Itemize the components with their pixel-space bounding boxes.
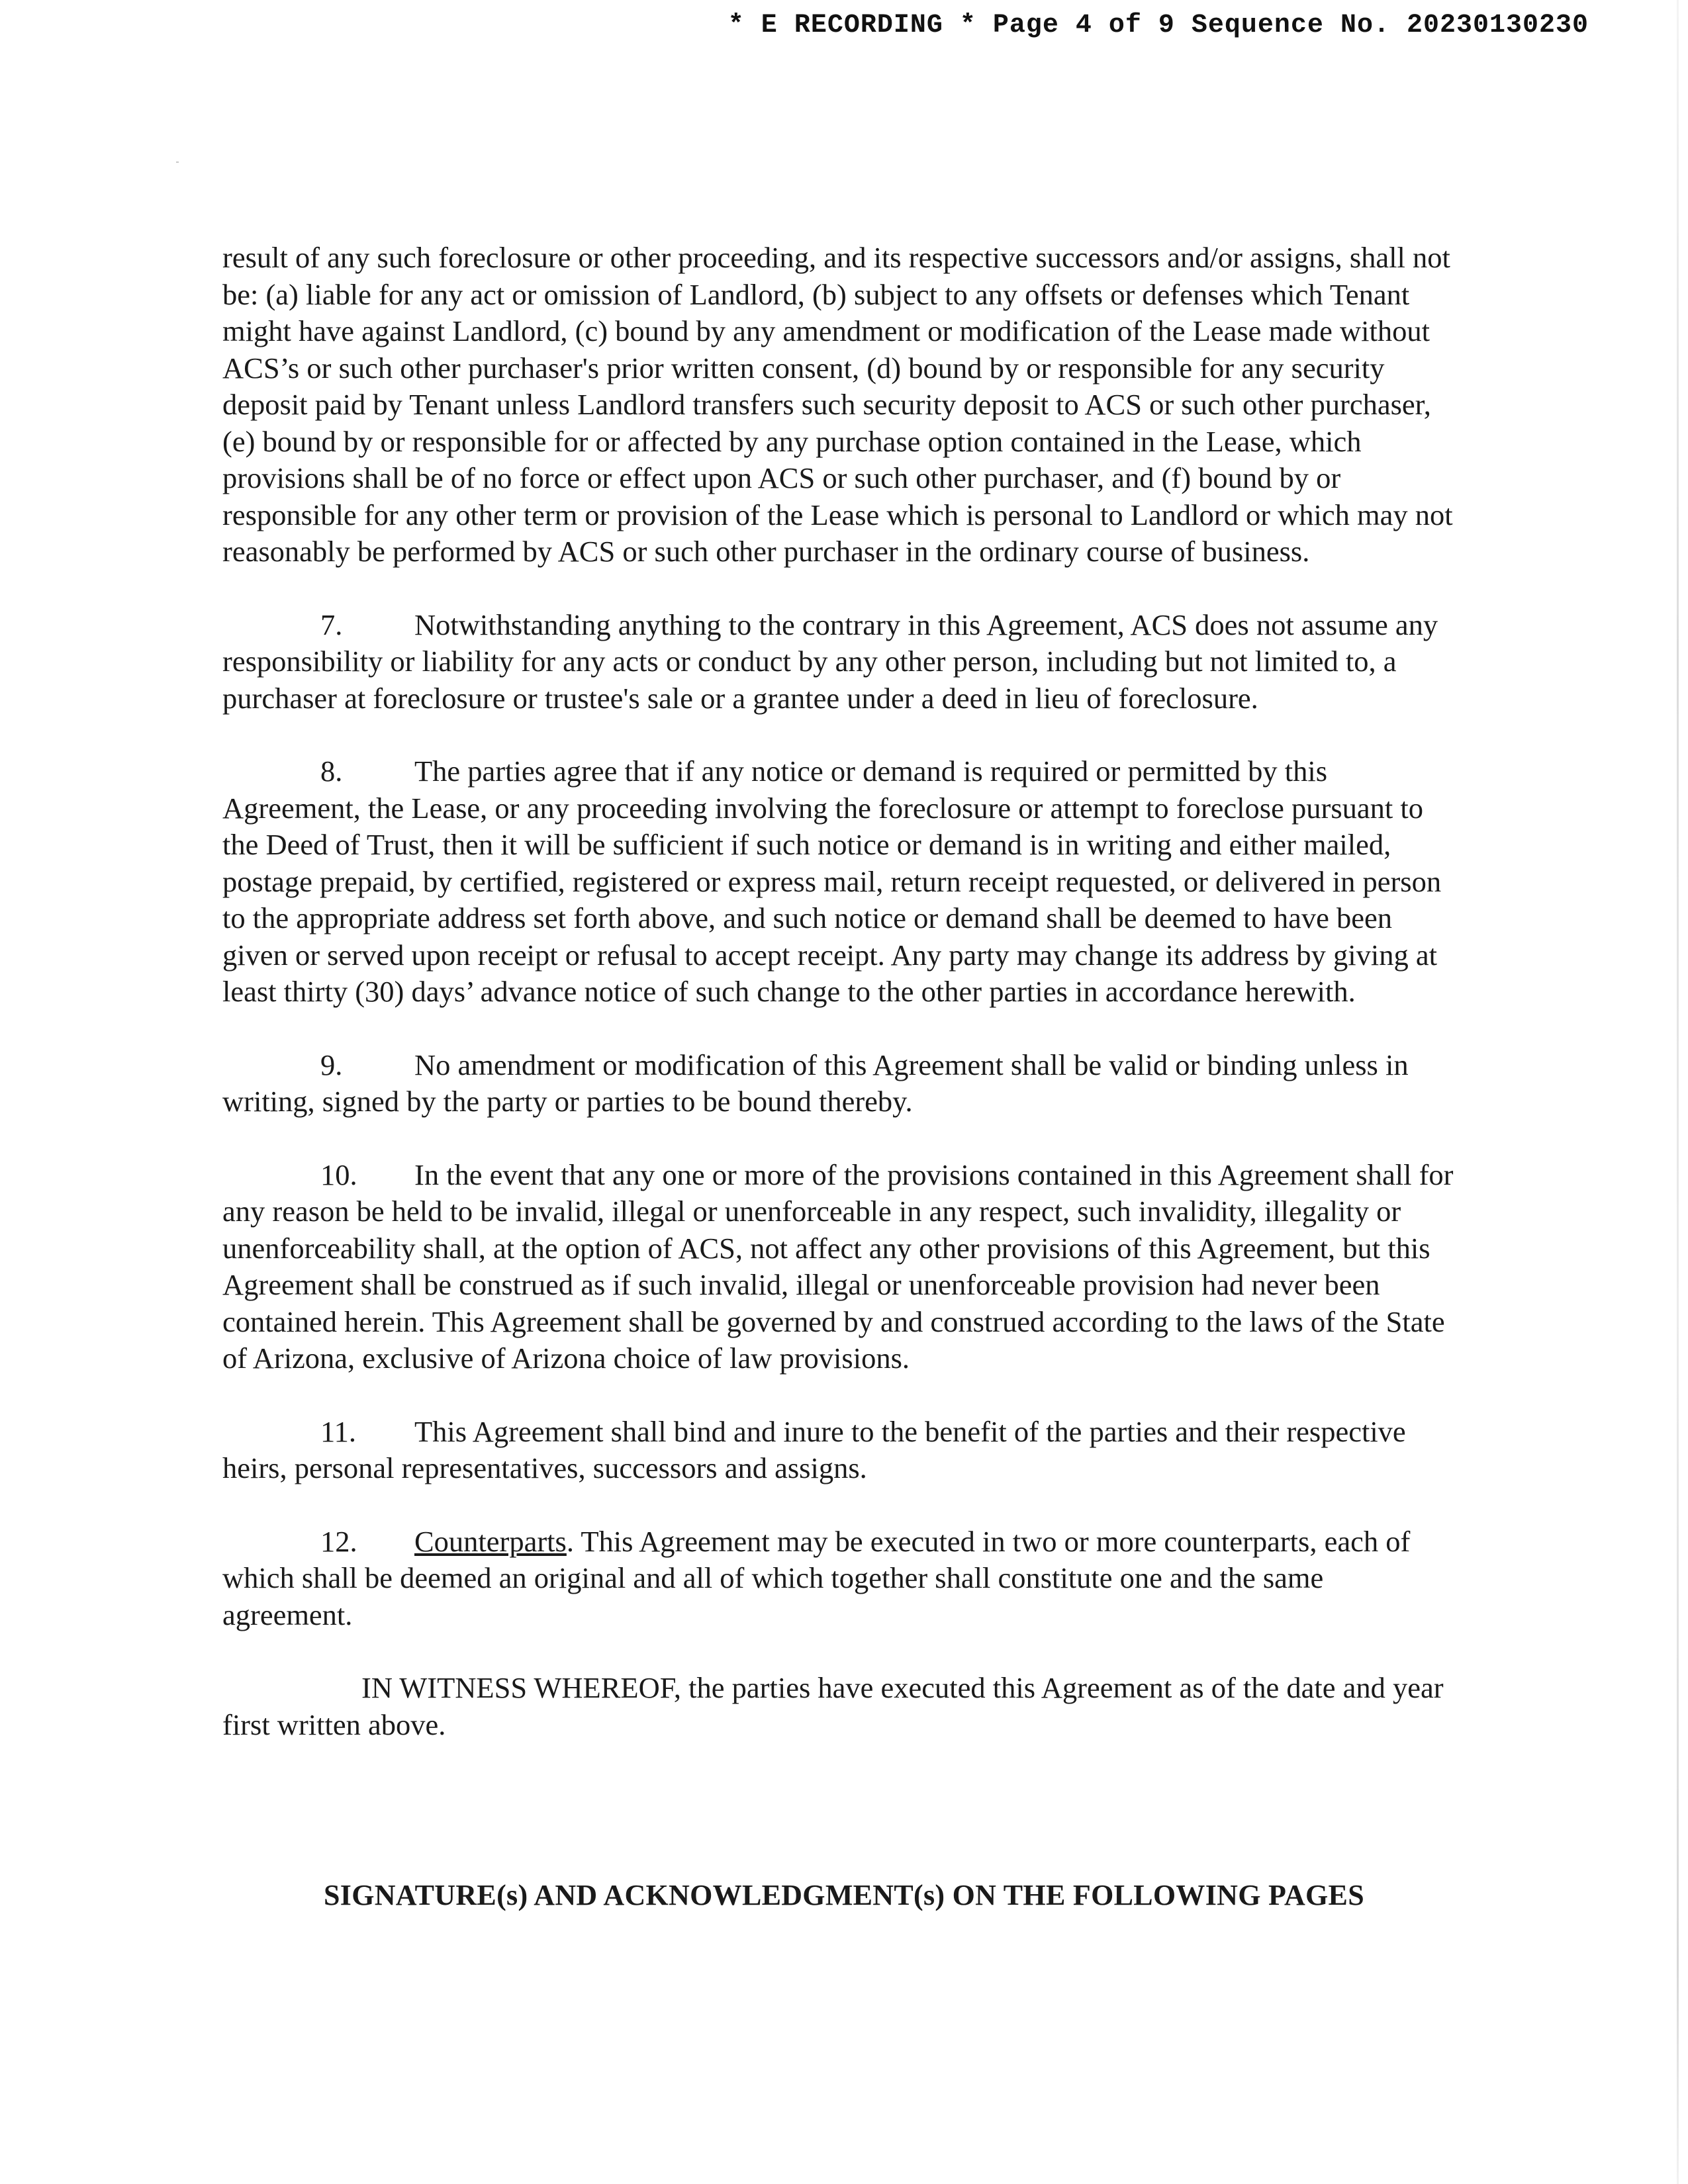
scan-edge-shadow [1677, 0, 1679, 2184]
paragraph-8 [222, 753, 1460, 1011]
paragraph-number: 12. [320, 1524, 357, 1558]
paragraph-text: result of any such foreclosure or other proceeding, and its respective successors and/or assigns, shall not be: (a) liable for any act or omission of Landlord, (b) subject to any offsets or defenses which Tenant might have against Landlord, (c) bound by any amendment or modification of the Lease made without ACS’s or such other purchaser's prior written consent, (d) bound by or responsible for any security deposit paid by Tenant unless Landlord transfers such security deposit to ACS or such other purchaser, (e) bound by or responsible for or affected by any purchase option contained in the Lease, which provisions shall be of no force or effect upon ACS or such other purchaser, and (f) bound by or responsible for any other term or provision of the Lease which is personal to Landlord or which may not reasonably be performed by ACS or such other purchaser in the ordinary course of business. [222, 241, 1453, 568]
paragraph-11 [222, 1414, 1460, 1487]
scan-artifact [176, 161, 179, 163]
paragraph-title-counterparts: Counterparts [414, 1524, 567, 1558]
paragraph-number: 10. [320, 1158, 357, 1191]
paragraph-10 [222, 1157, 1460, 1377]
paragraph-12 [222, 1524, 1460, 1634]
paragraph-continuation [222, 240, 1460, 570]
paragraph-text: This Agreement shall bind and inure to the benefit of the parties and their respective heirs, personal representatives, successors and assigns. [222, 1414, 1406, 1484]
paragraph-number: 9. [320, 1048, 343, 1081]
signature-pages-heading: SIGNATURE(s) AND ACKNOWLEDGMENT(s) ON THE FOLLOWING PAGES [324, 1879, 1364, 1911]
paragraph-text: . This Agreement may be executed in two or more counterparts, each of which shall be deemed an original and all of which together shall constitute one and the same agreement. [222, 1524, 1411, 1631]
e-recording-header: * E RECORDING * Page 4 of 9 Sequence No. 20230130230 [727, 11, 1589, 40]
agreement-body [222, 240, 1460, 1780]
paragraph-9 [222, 1047, 1460, 1120]
paragraph-text: Notwithstanding anything to the contrary in this Agreement, ACS does not assume any responsibility or liability for any acts or conduct by any other person, including but not limited to, a purchaser at foreclosure or trustee's sale or a grantee under a deed in lieu of foreclosure. [222, 608, 1438, 715]
paragraph-text: The parties agree that if any notice or demand is required or permitted by this Agreement, the Lease, or any proceeding involving the foreclosure or attempt to foreclose pursuant to the Deed of Trust, then it will be sufficient if such notice or demand is in writing and either mailed, postage prepaid, by certified, registered or express mail, return receipt requested, or delivered in person to the appropriate address set forth above, and such notice or demand shall be deemed to have been given or served upon receipt or refusal to accept receipt. Any party may change its address by giving at least thirty (30) days’ advance notice of such change to the other parties in accordance herewith. [222, 754, 1442, 1008]
paragraph-number: 8. [320, 754, 343, 788]
witness-text: IN WITNESS WHEREOF, the parties have executed this Agreement as of the date and year first written above. [222, 1671, 1444, 1741]
paragraph-text: No amendment or modification of this Agreement shall be valid or binding unless in writing, signed by the party or parties to be bound thereby. [222, 1048, 1409, 1118]
paragraph-text: In the event that any one or more of the provisions contained in this Agreement shall for any reason be held to be invalid, illegal or unenforceable in any respect, such invalidity, illegality or unenforceability shall, at the option of ACS, not affect any other provisions of this Agreement, but this Agreement shall be construed as if such invalid, illegal or unenforceable provision had never been contained herein. This Agreement shall be governed by and construed according to the laws of the State of Arizona, exclusive of Arizona choice of law provisions. [222, 1158, 1454, 1375]
paragraph-number: 7. [320, 608, 343, 641]
paragraph-7 [222, 607, 1460, 717]
witness-clause [222, 1670, 1460, 1743]
paragraph-number: 11. [320, 1414, 356, 1448]
